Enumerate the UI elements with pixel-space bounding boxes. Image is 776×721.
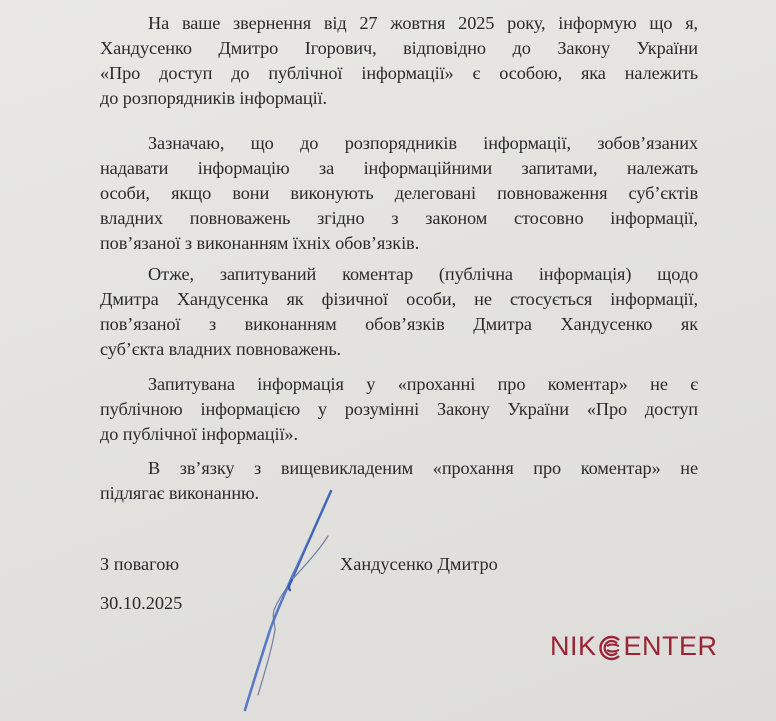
text-line: суб’єкта владних повноважень. bbox=[100, 339, 342, 359]
paragraph-request-reply bbox=[100, 11, 698, 111]
paragraph-conclusion bbox=[100, 456, 698, 506]
text-line: до публічної інформації». bbox=[100, 424, 298, 444]
text-line: Зазначаю, що до розпорядників інформації, зобов’язаних bbox=[148, 133, 698, 153]
paragraph-comment-scope bbox=[100, 262, 698, 362]
paragraph-information-holders bbox=[100, 131, 698, 256]
text-line: Запитувана інформація у «проханні про коментар» не є bbox=[148, 374, 698, 394]
nikcenter-logo bbox=[550, 631, 718, 662]
text-line: пов’язаної з виконанням їхніх обов’язків. bbox=[100, 233, 420, 253]
text-line: підлягає виконанню. bbox=[100, 483, 260, 503]
text-line: владних повноважень згідно з законом стосовно інформації, bbox=[100, 208, 698, 228]
text-line: надавати інформацію за інформаційними запитами, належать bbox=[100, 158, 698, 178]
closing-regards: З повагою bbox=[100, 554, 179, 574]
text-line: На ваше звернення від 27 жовтня 2025 року, інформую що я, bbox=[148, 13, 698, 33]
signatory-name: Хандусенко Дмитро bbox=[340, 554, 498, 574]
text-line: особи, якщо вони виконують делеговані повноваження суб’єктів bbox=[100, 183, 698, 203]
text-line: «Про доступ до публічної інформації» є особою, яка належить bbox=[100, 63, 698, 83]
c-wave-mark-icon bbox=[598, 635, 623, 661]
logo-text-prefix: NIK bbox=[550, 631, 597, 661]
paragraph-not-public-info bbox=[100, 372, 698, 447]
text-line: до розпорядників інформації. bbox=[100, 88, 328, 108]
text-line: Отже, запитуваний коментар (публічна інформація) щодо bbox=[148, 264, 698, 284]
text-line: Дмитра Хандусенка як фізичної особи, не стосується інформації, bbox=[100, 289, 698, 309]
text-line: публічною інформацією у розумінні Закону України «Про доступ bbox=[100, 399, 698, 419]
letter-date: 30.10.2025 bbox=[100, 593, 183, 613]
text-line: В зв’язку з вищевикладеним «прохання про коментар» не bbox=[148, 458, 698, 478]
text-line: пов’язаної з виконанням обов’язків Дмитра Хандусенко як bbox=[100, 314, 698, 334]
logo-text-suffix: ENTER bbox=[623, 631, 718, 661]
text-line: Хандусенко Дмитро Ігорович, відповідно до Закону України bbox=[100, 38, 698, 58]
